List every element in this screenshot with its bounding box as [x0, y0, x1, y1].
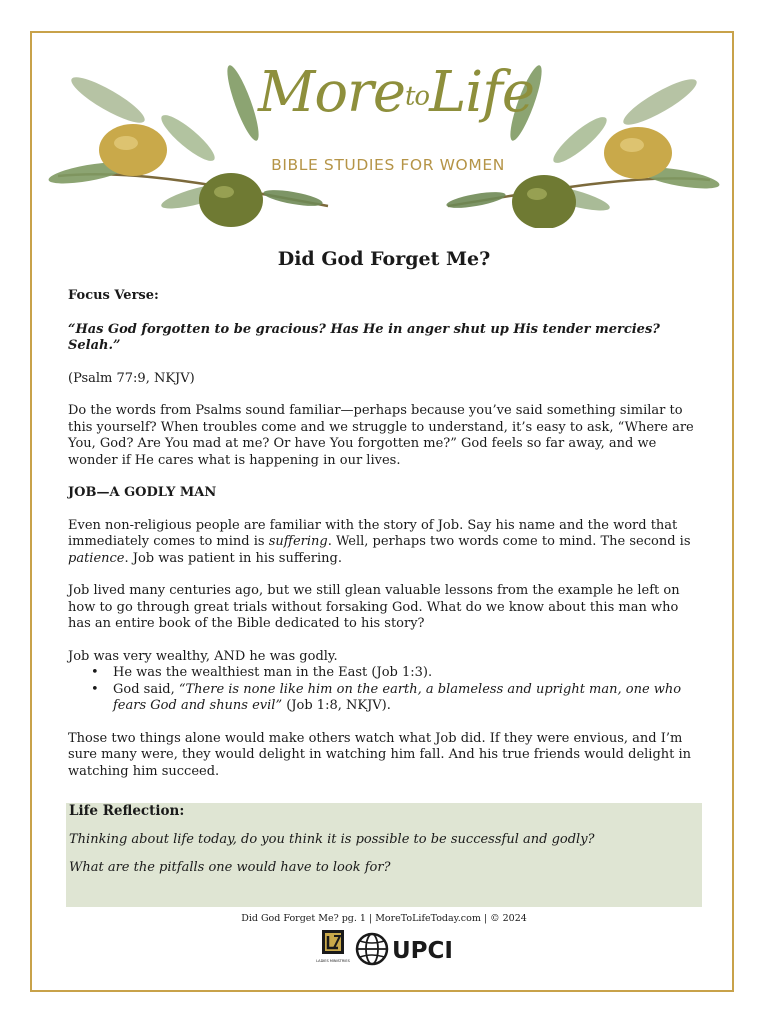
bullet-text: God said, — [113, 681, 179, 697]
logo-word-to: to — [404, 81, 430, 112]
paragraph-text: . Job was patient in his suffering. — [124, 550, 342, 566]
globe-icon — [357, 934, 387, 964]
paragraph-watching: Those two things alone would make others watch what Job did. If they were envious, and I’m sure many were, they would delight in watching him fall. And his true friends would delight in watching him succeed. — [68, 730, 692, 779]
ladies-ministries-logo — [316, 930, 350, 963]
focus-verse-reference: (Psalm 77:9, NKJV) — [68, 370, 195, 386]
ministry-logos — [314, 928, 474, 970]
logo-word-life: Life — [429, 60, 535, 125]
bullet-quote: “There is none like him on the earth, a blameless and upright man, one who fears God and shuns evil” — [113, 681, 682, 713]
upci-logo-text: UPCI — [392, 938, 453, 964]
focus-verse-text: “Has God forgotten to be gracious? Has He in anger shut up His tender mercies? Selah.” — [68, 321, 660, 353]
bullet-text: (Job 1:8, NKJV). — [282, 698, 391, 713]
bullet-item — [113, 682, 704, 715]
reflection-title: Life Reflection: — [69, 803, 185, 819]
bullet-item: • He was the wealthiest man in the East (Job 1:3). — [113, 665, 704, 682]
paragraph-text: Even non-religious people are familiar with the story of Job. Say his name and the word that immediately comes to mind is — [68, 517, 678, 549]
logo-word-more: More — [258, 60, 405, 125]
intro-paragraph: Do the words from Psalms sound familiar—perhaps because you’ve said something similar to this yourself? When troubles come and we struggle to understand, it’s easy to ask, “Where are You, God? Are You mad at me? Or have You forgotten me?” God feels so far away, and we wonder if He cares what is happening in our lives. — [68, 403, 694, 468]
paragraph-job-wealthy: Job was very wealthy, AND he was godly. — [68, 648, 338, 664]
paragraph-text: . Well, perhaps two words come to mind. The second is — [327, 534, 691, 549]
page-title: Did God Forget Me? — [277, 248, 491, 270]
study-content — [68, 288, 704, 780]
logo-subtitle: BIBLE STUDIES FOR WOMEN — [271, 156, 505, 174]
life-reflection-box — [66, 803, 702, 907]
ladies-ministries-text: LADIES MINISTRIES — [316, 959, 350, 963]
bullet-list — [68, 665, 704, 715]
paragraph-job-familiar — [68, 518, 704, 568]
focus-verse-label: Focus Verse: — [68, 288, 159, 303]
emphasis-suffering: suffering — [268, 534, 328, 549]
emphasis-patience: patience — [68, 550, 125, 566]
logo-wordmark — [258, 58, 535, 132]
reflection-question: What are the pitfalls one would have to look for? — [69, 860, 391, 875]
reflection-question: Thinking about life today, do you think it is possible to be successful and godly? — [69, 832, 595, 847]
paragraph-job-lessons: Job lived many centuries ago, but we still glean valuable lessons from the example he left on how to go through great trials without forsaking God. What do we know about this man who has an entire book of the Bible dedicated to his story? — [68, 583, 680, 631]
section-heading: JOB—A GODLY MAN — [68, 485, 217, 500]
page-footer: Did God Forget Me? pg. 1 | MoreToLifeToday.com | © 2024 — [241, 913, 527, 924]
